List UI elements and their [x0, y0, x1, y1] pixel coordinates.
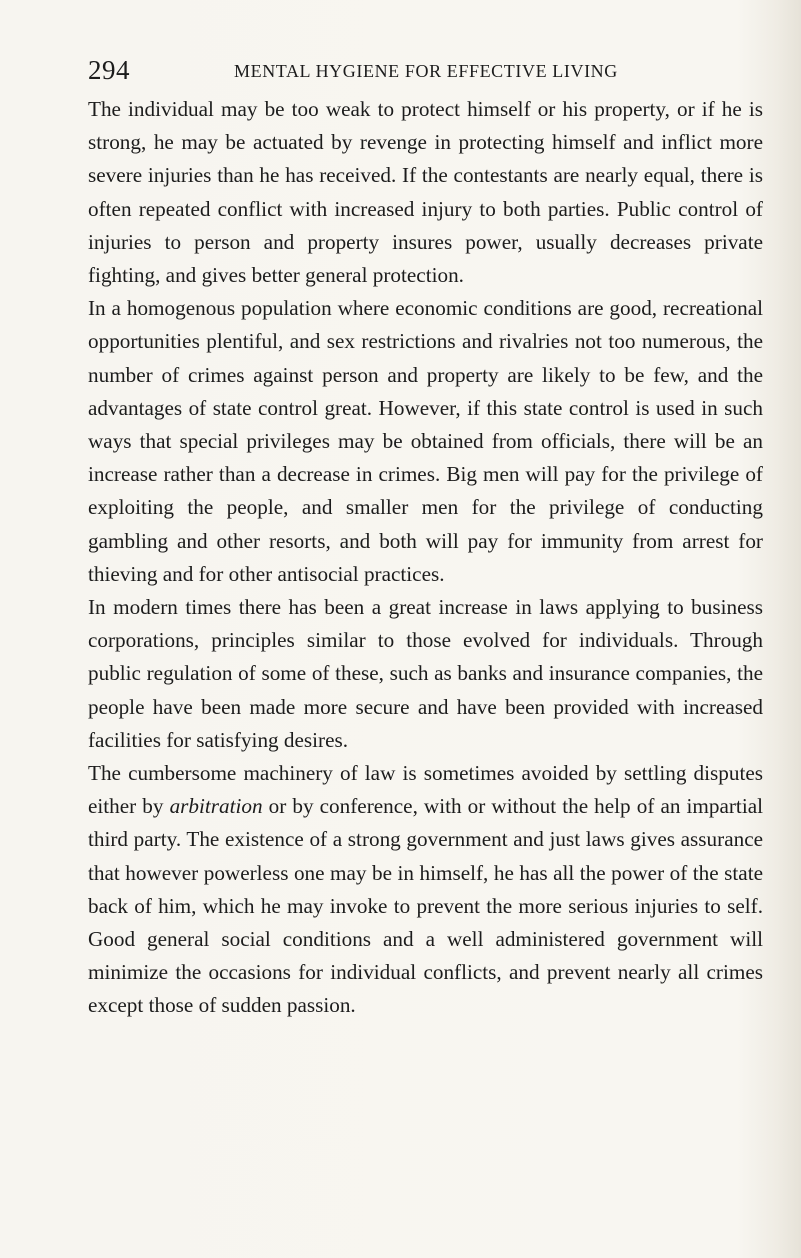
paragraph-state-control: In a homogenous population where economic conditions are good, recreational opportunities plentiful, and sex restrictions and rivalries not too numerous, the number of crimes against person and property are likely to be few, and the advantages of state control great. However, if this state control is used in such ways that special privileges may be obtained from officials, there will be an increase rather than a decrease in crimes. Big men will pay for the privilege of exploiting the people, and smaller men for the privilege of conducting gambling and other resorts, and both will pay for immunity from arrest for thieving and for other antisocial practices. — [88, 296, 763, 586]
arbitration-text-before: The cumbersome machinery of law is sometimes avoided by settling disputes either by — [88, 761, 763, 819]
running-title: MENTAL HYGIENE FOR EFFECTIVE LIVING — [234, 61, 618, 81]
page-number: 294 — [88, 55, 130, 85]
arbitration-text-after: or by conference, with or without the help of an impartial third party. The existence of a strong government and just laws gives assurance that however powerless one may be in himself, he has all the power of the state back of him, which he may invoke to prevent the more serious injuries to self. Good general social conditions and a well administered government will minimize the occasions for individual conflicts, and prevent nearly all crimes except those of sudden passion. — [88, 794, 763, 1018]
page-header — [88, 50, 738, 90]
paragraph-business-laws: In modern times there has been a great increase in laws applying to business corporations, principles similar to those evolved for individuals. Through public regulation of some of these, such as banks and insurance companies, the people have been made more secure and have been provided with increased facilities for satisfying desires. — [88, 595, 763, 752]
arbitration-emphasis: arbitration — [169, 794, 263, 819]
paragraph-arbitration — [88, 757, 763, 1023]
body-text — [88, 93, 763, 1023]
paragraph-protection: The individual may be too weak to protect himself or his property, or if he is strong, he may be actuated by revenge in protecting himself and inflict more severe injuries than he has received. If the contestants are nearly equal, there is often repeated conflict with increased injury to both parties. Public control of injuries to person and property insures power, usually decreases private fighting, and gives better general protection. — [88, 97, 763, 288]
